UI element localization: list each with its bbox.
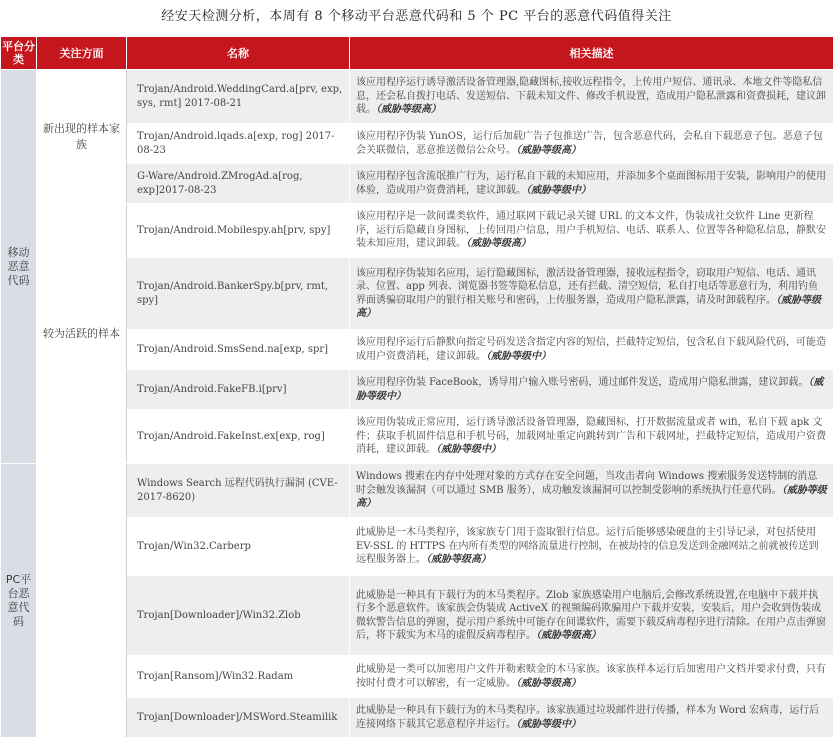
- malware-desc: 该应用程序包含流氓推广行为，运行私自下载的未知应用，并添加多个桌面图标用于安装，影响用户的使用体验，造成用户资费消耗，建议卸载。（威胁等级中）: [350, 164, 833, 204]
- table-row: [1, 70, 833, 124]
- threat-level: （威胁等级中）: [436, 444, 501, 456]
- malware-name: Windows Search 远程代码执行漏洞 (CVE-2017-8620): [127, 464, 350, 518]
- header-desc: 相关描述: [350, 37, 833, 70]
- aspect-active-samples: 较为活跃的样本: [37, 204, 127, 464]
- malware-name: Trojan[Downloader]/Win32.Zlob: [127, 576, 350, 656]
- threat-level: （威胁等级高）: [516, 144, 581, 156]
- malware-name: Trojan/Android.Mobilespy.ah[prv, spy]: [127, 204, 350, 258]
- malware-desc: 此威胁是一种具有下载行为的木马类程序。Zlob 家族感染用户电脑后,会修改系统设置,在电脑中下载并执行多个恶意软件。该家族会伪装成 ActiveX 的视频编码欺骗用户下载并安装，安装后，用户会收到伪装成微软警告信息的弹窗，提示用户系统中可能存在间谍软件，需要下载反病毒程序进行清除。在用户点击弹窗后，将下载实为木马的虚假反病毒程序。（威胁等级高）: [350, 576, 833, 656]
- malware-name: Trojan/Android.SmsSend.na[exp, spr]: [127, 330, 350, 370]
- aspect-new-families: 新出现的样本家族: [37, 70, 127, 204]
- table-row: [1, 464, 833, 518]
- threat-level: （威胁等级高）: [356, 484, 827, 510]
- table-row: [1, 204, 833, 258]
- threat-level: （威胁等级高）: [356, 294, 821, 319]
- malware-desc: 该应用伪装成正常应用，运行诱导激活设备管理器，隐藏图标，打开数据流量或者 wifi，私自下载 apk 文件；获取手机固件信息和手机号码，加载网址重定向跳转到广告和下载网址，拦截特定短信，造成用户资费消耗，建议卸载。（威胁等级中）: [350, 410, 833, 464]
- malware-desc: 该应用程序伪装 YunOS，运行后加载广告子包推送广告，包含恶意代码，会私自下载恶意子包。恶意子包会关联微信，恶意推送微信公众号。（威胁等级高）: [350, 124, 833, 164]
- header-aspect: 关注方面: [37, 37, 127, 70]
- malware-table: [0, 36, 833, 738]
- threat-level: （威胁等级中）: [356, 377, 824, 402]
- header-row: [1, 37, 833, 70]
- malware-desc: 此威胁是一木马类程序，该家族专门用于盗取银行信息。运行后能够感染硬盘的主引导记录，对包括使用 EV-SSL 的 HTTPS 在内所有类型的网络流量进行控制，在被劫持的信息发送到金融网站之前就被传送到远程服务器上。（威胁等级高）: [350, 518, 833, 576]
- malware-desc: Windows 搜索在内存中处理对象的方式存在安全问题，当攻击者向 Windows 搜索服务发送特制的消息时会触发该漏洞（可以通过 SMB 服务），成功触发该漏洞可以控制受影响的系统执行任意代码。（威胁等级高）: [350, 464, 833, 518]
- platform-pc: PC平台恶意代码: [1, 464, 37, 738]
- aspect-empty: [37, 464, 127, 738]
- threat-level: （威胁等级中）: [526, 184, 591, 196]
- threat-level: （威胁等级高）: [376, 104, 441, 116]
- threat-level: （威胁等级高）: [466, 238, 531, 250]
- malware-name: Trojan/Android.BankerSpy.b[prv, rmt, spy]: [127, 258, 350, 330]
- malware-name: Trojan/Android.WeddingCard.a[prv, exp, sys, rmt] 2017-08-21: [127, 70, 350, 124]
- threat-level: （威胁等级中）: [516, 718, 581, 730]
- malware-desc: 该应用程序伪装知名应用，运行隐藏图标，激活设备管理器，接收远程指令，窃取用户短信、电话、通讯录、位置、app 列表、浏览器书签等隐私信息，还有拦截、清空短信，私自打电话等恶意行为，利用钓鱼界面诱骗窃取用户的银行相关账号和密码，上传服务器，造成用户隐私泄露，请及时卸载程序。（威胁等级高）: [350, 258, 833, 330]
- threat-level: （威胁等级高）: [516, 677, 581, 689]
- header-name: 名称: [127, 37, 350, 70]
- malware-name: Trojan/Android.FakeInst.ex[exp, rog]: [127, 410, 350, 464]
- malware-desc: 该应用程序伪装 FaceBook，诱导用户输入账号密码，通过邮件发送，造成用户隐私泄露，建议卸载。（威胁等级中）: [350, 370, 833, 410]
- threat-level: （威胁等级高）: [426, 554, 491, 566]
- malware-desc: 此威胁是一类可以加密用户文件并勒索赎金的木马家族。该家族样本运行后加密用户文档并要求付费，只有按时付费才可以解密，有一定威胁。（威胁等级高）: [350, 656, 833, 698]
- malware-desc: 该应用程序运行诱导激活设备管理器,隐藏图标,接收远程指令，上传用户短信、通讯录、本地文件等隐私信息，还会私自拨打电话、发送短信、下载未知文件、修改手机设置，造成用户隐私泄露和资费损耗，建议卸载。（威胁等级高）: [350, 70, 833, 124]
- threat-level: （威胁等级中）: [486, 350, 551, 362]
- malware-name: G-Ware/Android.ZMrogAd.a[rog, exp]2017-08-23: [127, 164, 350, 204]
- malware-name: Trojan[Downloader]/MSWord.Steamilik: [127, 698, 350, 738]
- malware-desc: 此威胁是一种具有下载行为的木马类程序。该家族通过垃圾邮件进行传播，样本为 Word 宏病毒，运行后连接网络下载其它恶意程序并运行。（威胁等级中）: [350, 698, 833, 738]
- threat-level: （威胁等级高）: [536, 629, 601, 641]
- malware-name: Trojan[Ransom]/Win32.Radam: [127, 656, 350, 698]
- malware-name: Trojan/Win32.Carberp: [127, 518, 350, 576]
- malware-name: Trojan/Android.lqads.a[exp, rog] 2017-08-23: [127, 124, 350, 164]
- malware-desc: 该应用程序是一款间谍类软件，通过联网下载记录关键 URL 的文本文件，伪装成社交软件 Line 更新程序，运行后隐藏自身图标，上传回用户信息，用户手机短信、电话、联系人、位置等各种隐私信息，静默安装未知应用，建议卸载。（威胁等级高）: [350, 204, 833, 258]
- header-platform: 平台分类: [1, 37, 37, 70]
- malware-name: Trojan/Android.FakeFB.i[prv]: [127, 370, 350, 410]
- malware-desc: 该应用程序运行后静默向指定号码发送含指定内容的短信，拦截特定短信，包含私自下载风险代码，可能造成用户资费消耗，建议卸载。（威胁等级中）: [350, 330, 833, 370]
- platform-mobile: 移动恶意代码: [1, 70, 37, 464]
- table-caption: 经安天检测分析，本周有 8 个移动平台恶意代码和 5 个 PC 平台的恶意代码值得关注: [161, 9, 672, 24]
